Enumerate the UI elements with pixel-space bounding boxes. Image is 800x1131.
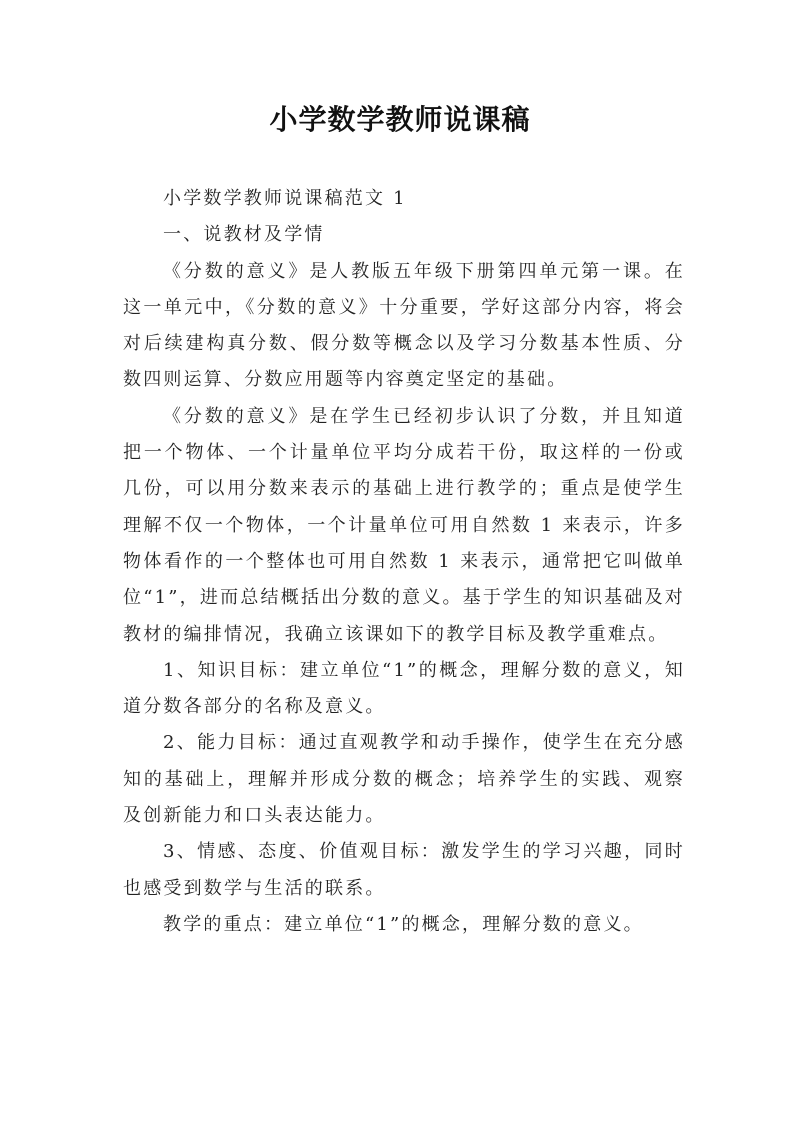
paragraph: 1、知识目标：建立单位“1”的概念，理解分数的意义，知道分数各部分的名称及意义。	[123, 659, 685, 718]
paragraph: 《分数的意义》是在学生已经初步认识了分数，并且知道把一个物体、一个计量单位平均分成若干份，取这样的一份或几份，可以用分数来表示的基础上进行教学的；重点是使学生理解不仅一个物体，一个计量单位可用自然数 1 来表示，许多物体看作的一个整体也可用自然数 1 来表示，通常把它叫做单位“1”，进而总结概括出分数的意义。基于学生的知识基础及对教材的编排情况，我确立该课如下的教学目标及教学重难点。	[123, 405, 685, 645]
paragraph: 3、情感、态度、价值观目标：激发学生的学习兴趣，同时也感受到数学与生活的联系。	[123, 841, 685, 899]
paragraph-section-title: 一、说教材及学情	[163, 224, 325, 246]
paragraph-heading: 小学数学教师说课稿范文 1	[163, 188, 407, 209]
document-title: 小学数学教师说课稿	[269, 103, 531, 136]
paragraph: 教学的重点：建立单位“1”的概念，理解分数的意义。	[163, 913, 644, 935]
document-body	[123, 181, 685, 943]
paragraph: 2、能力目标：通过直观教学和动手操作，使学生在充分感知的基础上，理解并形成分数的概念；培养学生的实践、观察及创新能力和口头表达能力。	[123, 732, 685, 827]
paragraph: 《分数的意义》是人教版五年级下册第四单元第一课。在这一单元中，《分数的意义》十分重要，学好这部分内容，将会对后续建构真分数、假分数等概念以及学习分数基本性质、分数四则运算、分数应用题等内容奠定坚定的基础。	[123, 260, 685, 391]
